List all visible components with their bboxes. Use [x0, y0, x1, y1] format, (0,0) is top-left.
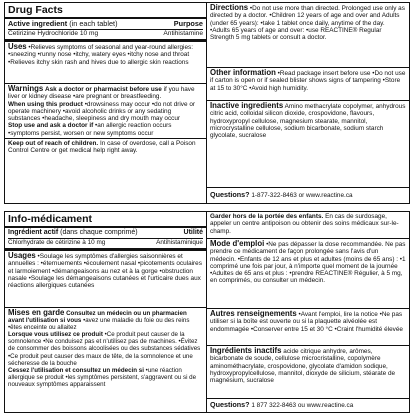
english-warnings-ask-doctor: Ask a doctor or pharmacist before use	[45, 86, 162, 93]
french-inactive-text: acide citrique anhydre, arômes, bicarbonate de soude, cellulose microcristalline, copolymère aminométhacrylate, crospovidone, glycolate d'amidon sodique, hydroxypropylcellulose, mannitol, dioxyde de silicium, stéarate de magnésium, sucralose	[210, 348, 396, 385]
english-when-using-text: •drowsiness may occur •do not drive or operate machinery •avoid alcoholic drinks or any sedating substances •headache, sleepiness and dry mouth may occur	[8, 100, 196, 123]
english-inactive-label: Inactive ingredients	[210, 101, 284, 110]
english-active-ingredient-purpose: Antihistamine	[163, 30, 203, 37]
english-questions-label: Questions?	[210, 190, 250, 199]
french-purpose-header: Utilité	[183, 229, 203, 236]
french-questions-text: 1 877 322-8463 ou www.reactine.ca	[251, 402, 354, 409]
english-warnings-section	[5, 83, 206, 203]
french-directions-label: Mode d'emploi	[210, 239, 265, 248]
french-when-using-text: •Ce produit peut causer de la somnolence •Ne conduisez pas et n'utilisez pas de machines. •Évitez de consommer des boissons alcoolisées ou des substances sédatives •Ce produit peut causer des maux de tête, de la somnolence et une sécheresse de la bouche	[8, 331, 201, 367]
french-title: Info-médicament	[5, 212, 206, 228]
english-title: Drug Facts	[5, 3, 206, 19]
french-stop-use-label: Cessez l'utilisation et consultez un médecin si	[8, 366, 144, 374]
french-warnings-label: Mises en garde	[8, 308, 65, 317]
english-directions-section	[207, 3, 409, 67]
french-stop-use-text: •une réaction allergique se produit •les symptômes persistent, s'aggravent ou si de nouveaux symptômes apparaissent	[8, 366, 197, 388]
english-keep-out-text: In case of overdose, call a Poison Control Centre or get medical help right away.	[8, 140, 196, 155]
french-directions-text: •Ne pas dépasser la dose recommandée. Ne pas prendre ce médicament de façon prolongée sans l'avis d'un médecin. •Enfants de 12 ans et plus et adultes (moins de 65 ans) : •1 comprimé une fois par jour, à n'importe quel moment de la journée •Adultes de 65 ans et plus : •prendre REACTINE® Régulier, à 5 mg, en comprimés, ou consulter un médecin.	[210, 241, 406, 285]
french-uses-section	[5, 250, 206, 307]
french-active-ingredient-header: Ingrédient actif	[8, 229, 59, 236]
english-keep-out-label: Keep out of reach of children.	[8, 140, 99, 148]
french-active-ingredient-value: Chlorhydrate de cétirizine à 10 mg	[8, 239, 106, 246]
english-stop-use-label: Stop use and ask a doctor if	[8, 122, 94, 130]
french-right-column	[207, 212, 409, 412]
english-directions-text: •Do not use more than directed. Prolonged use only as directed by a doctor. •Children 12 years of age and over and Adults (under 65 years): •take 1 tablet once daily, anytime of the day. •Adults 65 years of age and over: •use REACTINE® Regular Strength 5 mg tablets or consult a doctor.	[210, 5, 405, 42]
french-active-ingredient-note: (dans chaque comprimé)	[60, 229, 138, 236]
english-drug-facts-panel	[4, 2, 410, 204]
french-inactive-label: Ingrédients inactifs	[210, 346, 282, 355]
french-warnings-conditions: •avez une maladie du foie ou des reins •êtes enceinte ou allaitez	[8, 317, 190, 332]
english-active-ingredient-header: Active ingredient	[8, 19, 68, 28]
french-keep-out-section	[207, 212, 409, 238]
french-uses-label: Usages	[8, 251, 36, 260]
english-directions-label: Directions	[210, 3, 249, 12]
french-title-section	[5, 212, 206, 250]
english-other-info-text: •Read package insert before use •Do not use if carton is open or if sealed blister shows signs of tampering •Store at 15 to 30°C •Avoid high humidity.	[210, 70, 406, 92]
english-left-column	[5, 3, 207, 203]
french-other-info-section	[207, 308, 409, 345]
english-other-info-section	[207, 67, 409, 100]
french-keep-out-label: Garder hors de la portée des enfants.	[210, 213, 324, 220]
english-warnings-conditions: if you have liver or kidney disease •are pregnant or breastfeeding.	[8, 86, 195, 101]
french-directions-section	[207, 238, 409, 308]
french-warnings-section	[5, 307, 206, 412]
french-other-info-label: Autres renseignements	[210, 309, 297, 318]
english-right-column	[207, 3, 409, 203]
english-stop-use-text: •an allergic reaction occurs •symptoms persist, worsen or new symptoms occur	[8, 122, 172, 137]
english-uses-section	[5, 41, 206, 83]
english-other-info-label: Other information	[210, 68, 276, 77]
french-inactive-section	[207, 345, 409, 398]
french-uses-text: •Soulage les symptômes d'allergies saisonnières et annuelles : •éternuements •écoulement nasal •picotements oculaires et larmoiement •démangeaisons au nez et à la gorge •obstruction nasale •Soulage les démangeaisons cutanées et l'urticaire dues aux réactions allergiques cutanées	[8, 253, 202, 290]
french-other-info-text: •Avant l'emploi, lire la notice •Ne pas utiliser si la boîte est ouverte ou si la plaquette alvéolée est endommagée •Conserver entre 15 et 30 °C •Craint l'humidité élevée	[210, 311, 403, 333]
english-when-using-label: When using this product	[8, 100, 83, 108]
english-inactive-text: Amino methacrylate copolymer, anhydrous citric acid, colloidal silicon dioxide, crospovidone, flavours, hydroxypropyl cellulose, magnesium stearate, mannitol, microcrystalline cellulose, sodium bicarbonate, sodium starch glycolate, sucralose	[210, 103, 406, 140]
english-purpose-header: Purpose	[173, 19, 203, 28]
french-questions-label: Questions?	[210, 400, 250, 409]
english-active-ingredient-note: (in each tablet)	[69, 19, 118, 28]
french-when-using-label: Lorsque vous utilisez ce produit	[8, 331, 103, 339]
english-uses-label: Uses	[8, 42, 27, 51]
french-drug-facts-panel	[4, 211, 410, 413]
french-active-ingredient-purpose: Antihistaminique	[156, 239, 203, 246]
english-uses-text: •Relieves symptoms of seasonal and year-round allergies: •sneezing •runny nose •itchy, watery eyes •itchy nose and throat •Relieves itchy skin rash and hives due to allergic skin reactions	[8, 44, 193, 66]
french-warnings-ask-doctor: Consultez un médecin ou un pharmacien avant l'utilisation si vous	[8, 310, 187, 325]
french-questions-section	[207, 398, 409, 412]
english-questions-section	[207, 187, 409, 203]
english-questions-text: 1-877-322-8463 or www.reactine.ca	[251, 192, 353, 199]
english-warnings-label: Warnings	[8, 84, 44, 93]
french-left-column	[5, 212, 207, 412]
english-active-ingredient-value: Cetirizine Hydrochloride 10 mg	[8, 30, 99, 37]
english-inactive-section	[207, 100, 409, 187]
english-title-section	[5, 3, 206, 41]
french-keep-out-text: En cas de surdosage, appeler un centre antipoison ou obtenir des soins médicaux sur-le-champ.	[210, 213, 399, 235]
